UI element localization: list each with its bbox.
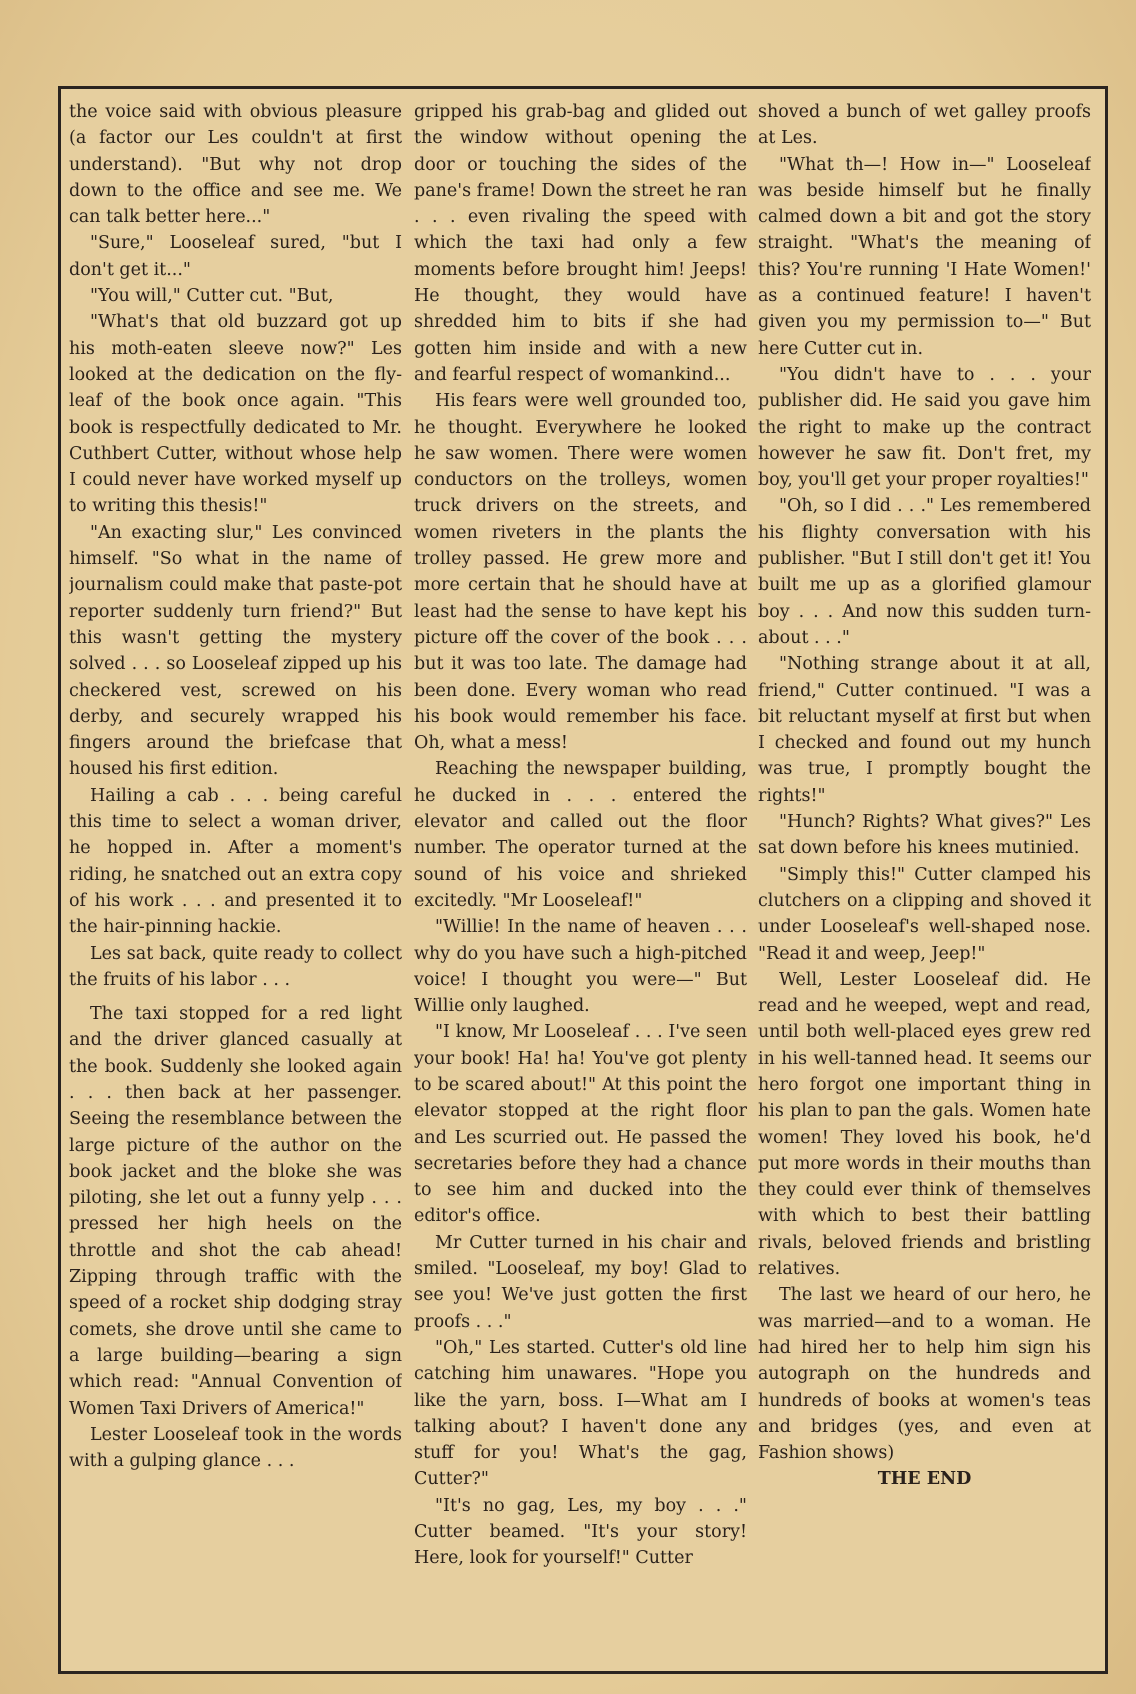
paragraph: Hailing a cab . . . being careful this time to select a woman driver, he hopped in. After a moment's riding, he snatched out an extra copy of his work . . . and presented it to the hair-pinning hackie. — [69, 785, 402, 938]
paragraph: "Simply this!" Cutter clamped his clutchers on a clipping and shoved it under Looseleaf's well-shaped nose. "Read it and weep, Jeep!" — [758, 864, 1091, 964]
paragraph: "Hunch? Rights? What gives?" Les sat down before his knees mutinied. — [758, 812, 1091, 859]
paragraph: gripped his grab-bag and glided out the window without opening the door or touching the sides of the pane's frame! Down the street he ran . . . even rivaling the speed with which the taxi had only a few moments before brought him! Jeeps! He thought, they would have shredded him to bits if she had gotten him inside and with a new and fearful respect of womankind... — [414, 102, 747, 385]
the-end-label: THE END — [877, 1469, 972, 1490]
text-column-1 — [69, 99, 402, 1661]
paragraph: "Sure," Looseleaf sured, "but I don't get it..." — [69, 233, 402, 280]
paragraph: Mr Cutter turned in his chair and smiled. "Looseleaf, my boy! Glad to see you! We've just gotten the first proofs . . ." — [414, 1232, 747, 1332]
paragraph: "What th—! How in—" Looseleaf was beside himself but he finally calmed down a bit and got the story straight. "What's the meaning of this? You're running 'I Hate Women!' as a continued feature! I haven't given you my permission to—" But here Cutter cut in. — [758, 154, 1091, 359]
paragraph: "An exacting slur," Les convinced himself. "So what in the name of journalism could make that paste-pot reporter suddenly turn friend?" But this wasn't getting the mystery solved . . . so Looseleaf zipped up his checkered vest, screwed on his derby, and securely wrapped his fingers around the briefcase that housed his first edition. — [69, 522, 402, 780]
paragraph: "Nothing strange about it at all, friend," Cutter continued. "I was a bit reluctant myself at first but when I checked and found out my hunch was true, I promptly bought the rights!" — [758, 654, 1091, 806]
paragraph: "Willie! In the name of heaven . . . why do you have such a high-pitched voice! I thought you were—" But Willie only laughed. — [414, 917, 747, 1017]
paragraph: "Oh," Les started. Cutter's old line catching him unawares. "Hope you like the yarn, boss. I—What am I talking about? I haven't done any stuff for you! What's the gag, Cutter?" — [414, 1337, 747, 1490]
paragraph: The last we heard of our hero, he was married—and to a woman. He had hired her to help him sign his autograph on the hundreds and hundreds of books at women's teas and bridges (yes, and even at Fashion shows) — [758, 1285, 1091, 1464]
text-column-3 — [758, 99, 1091, 1661]
paragraph: Well, Lester Looseleaf did. He read and he weeped, wept and read, until both well-placed eyes grew red in his well-tanned head. It seems our hero forgot one important thing in his plan to pan the gals. Women hate women! They loved his book, he'd put more words in their mouths than they could ever think of themselves with which to best their battling rivals, beloved friends and bristling relatives. — [758, 969, 1091, 1280]
text-frame — [58, 86, 1108, 1674]
paragraph: "It's no gag, Les, my boy . . ." Cutter beamed. "It's your story! Here, look for yourself!" Cutter — [414, 1495, 747, 1569]
paragraph: His fears were well grounded too, he thought. Everywhere he looked he saw women. There were women conductors on the trolleys, women truck drivers on the streets, and women riveters in the plants the trolley passed. He grew more and more certain that he should have at least had the sense to have kept his picture off the cover of the book . . . but it was too late. The damage had been done. Every woman who read his book would remember his face. Oh, what a mess! — [414, 391, 747, 754]
paragraph: the voice said with obvious pleasure (a factor our Les couldn't at first understand). "But why not drop down to the office and see me. We can talk better here..." — [69, 102, 402, 228]
text-column-2 — [414, 99, 747, 1661]
paragraph: Lester Looseleaf took in the words with a gulping glance . . . — [69, 1424, 402, 1472]
paragraph: Reaching the newspaper building, he ducked in . . . entered the elevator and called out the floor number. The operator turned at the sound of his voice and shrieked excitedly. "Mr Looseleaf!" — [414, 759, 747, 911]
paragraph: The taxi stopped for a red light and the driver glanced casually at the book. Suddenly she looked again . . . then back at her passenger. Seeing the resemblance between the large picture of the author on the book jacket and the bloke she was piloting, she let out a funny yelp . . . pressed her high heels on the throttle and shot the cab ahead! Zipping through traffic with the speed of a rocket ship dodging stray comets, she drove until she came to a large building—bearing a sign which read: "Annual Convention of Women Taxi Drivers of America!" — [69, 1004, 402, 1419]
paragraph: shoved a bunch of wet galley proofs at Les. — [758, 102, 1091, 149]
paragraph: "Oh, so I did . . ." Les remembered his flighty conversation with his publisher. "But I still don't get it! You built me up as a glorified glamour boy . . . And now this sudden turn-about . . ." — [758, 496, 1091, 648]
paragraph: Les sat back, quite ready to collect the fruits of his labor . . . — [69, 943, 402, 990]
paragraph: "You didn't have to . . . your publisher did. He said you gave him the right to make up the contract however he saw fit. Don't fret, my boy, you'll get your proper royalties!" — [758, 364, 1091, 491]
paragraph: "I know, Mr Looseleaf . . . I've seen your book! Ha! ha! You've got plenty to be scared about!" At this point the elevator stopped at the right floor and Les scurried out. He passed the secretaries before they had a chance to see him and ducked into the editor's office. — [414, 1022, 747, 1227]
paragraph: "What's that old buzzard got up his moth-eaten sleeve now?" Les looked at the dedication on the fly-leaf of the book once again. "This book is respectfully dedicated to Mr. Cuthbert Cutter, without whose help I could never have worked myself up to writing this thesis!" — [69, 312, 402, 517]
paragraph: "You will," Cutter cut. "But, — [90, 286, 334, 307]
